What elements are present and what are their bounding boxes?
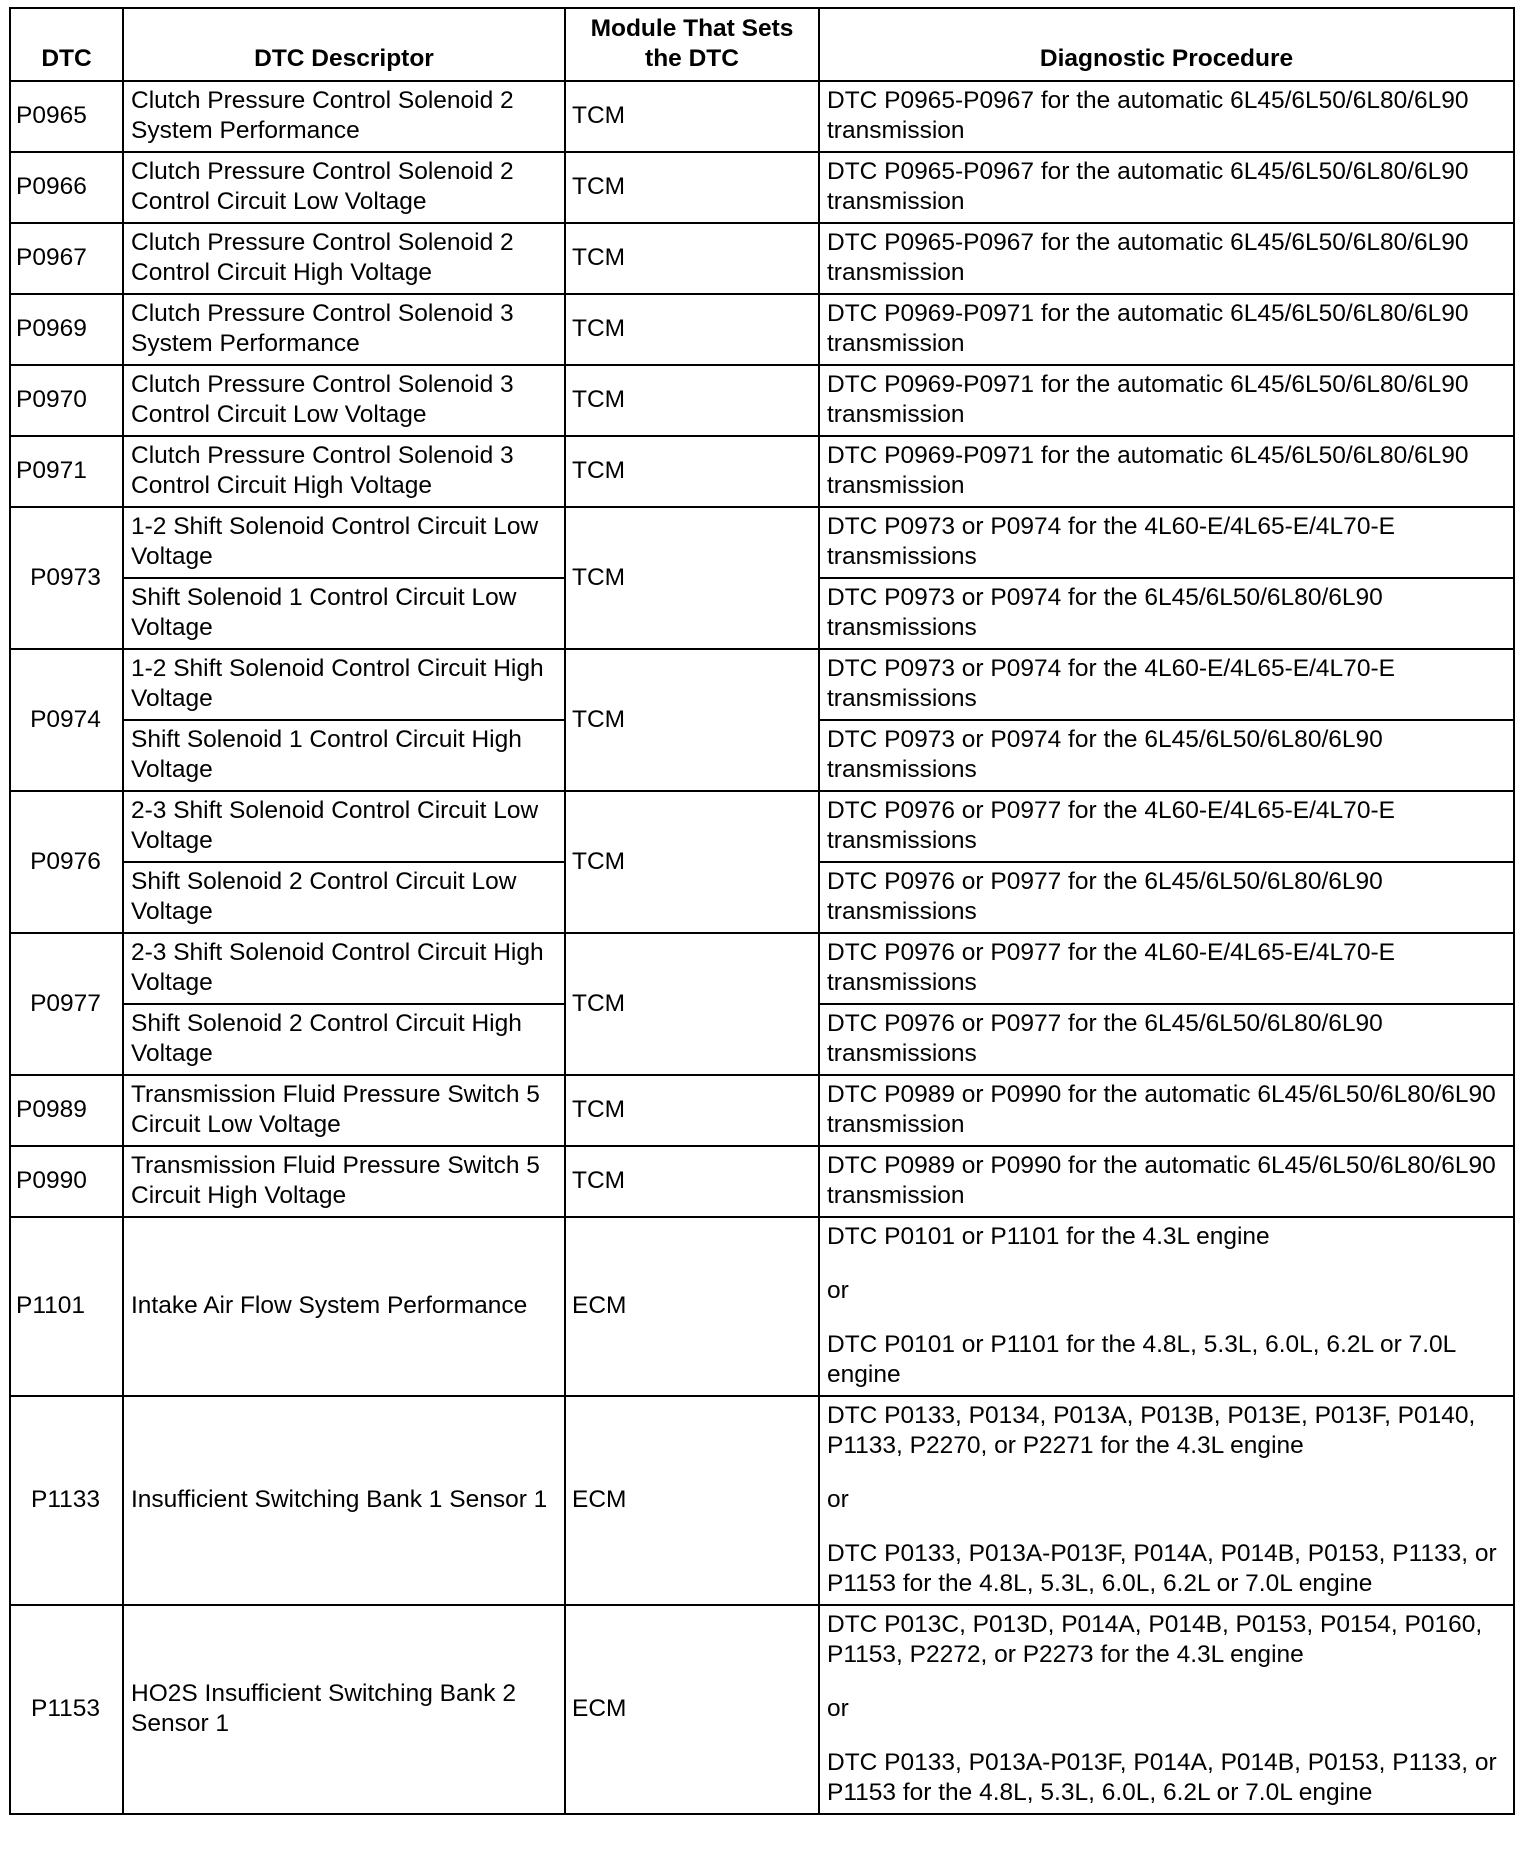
header-procedure: Diagnostic Procedure xyxy=(819,8,1514,81)
dtc-descriptor: Transmission Fluid Pressure Switch 5 Circuit High Voltage xyxy=(123,1146,565,1217)
dtc-descriptor: Shift Solenoid 2 Control Circuit Low Voltage xyxy=(123,862,565,933)
table-row xyxy=(10,152,1514,223)
module: TCM xyxy=(565,649,819,791)
diagnostic-procedure: DTC P0965-P0967 for the automatic 6L45/6L50/6L80/6L90 transmission xyxy=(819,223,1514,294)
spacer xyxy=(827,1670,1506,1694)
diagnostic-procedure: DTC P0973 or P0974 for the 4L60-E/4L65-E/4L70-E transmissions xyxy=(819,649,1514,720)
diagnostic-procedure: DTC P0969-P0971 for the automatic 6L45/6L50/6L80/6L90 transmission xyxy=(819,436,1514,507)
diagnostic-procedure: DTC P0989 or P0990 for the automatic 6L45/6L50/6L80/6L90 transmission xyxy=(819,1146,1514,1217)
procedure-option: DTC P0133, P013A-P013F, P014A, P014B, P0153, P1133, or P1153 for the 4.8L, 5.3L, 6.0L, 6.2L or 7.0L engine xyxy=(827,1540,1497,1597)
dtc-descriptor: HO2S Insufficient Switching Bank 2 Sensor 1 xyxy=(123,1605,565,1814)
dtc-descriptor: Clutch Pressure Control Solenoid 2 System Performance xyxy=(123,81,565,152)
dtc-code: P0976 xyxy=(10,791,123,933)
table-row xyxy=(10,649,1514,720)
dtc-descriptor: Clutch Pressure Control Solenoid 3 Control Circuit Low Voltage xyxy=(123,365,565,436)
dtc-descriptor: 2-3 Shift Solenoid Control Circuit High Voltage xyxy=(123,933,565,1004)
dtc-code: P1153 xyxy=(10,1605,123,1814)
table-row xyxy=(10,791,1514,862)
dtc-descriptor: Clutch Pressure Control Solenoid 2 Control Circuit High Voltage xyxy=(123,223,565,294)
dtc-code: P0977 xyxy=(10,933,123,1075)
dtc-descriptor: Shift Solenoid 2 Control Circuit High Voltage xyxy=(123,1004,565,1075)
diagnostic-procedure xyxy=(819,1396,1514,1605)
header-module: Module That Sets the DTC xyxy=(565,8,819,81)
module: TCM xyxy=(565,933,819,1075)
header-descriptor: DTC Descriptor xyxy=(123,8,565,81)
dtc-descriptor: 2-3 Shift Solenoid Control Circuit Low Voltage xyxy=(123,791,565,862)
or-separator: or xyxy=(827,1277,849,1304)
dtc-descriptor: Transmission Fluid Pressure Switch 5 Circuit Low Voltage xyxy=(123,1075,565,1146)
diagnostic-procedure: DTC P0969-P0971 for the automatic 6L45/6L50/6L80/6L90 transmission xyxy=(819,294,1514,365)
dtc-code: P0974 xyxy=(10,649,123,791)
diagnostic-procedure: DTC P0976 or P0977 for the 6L45/6L50/6L80/6L90 transmissions xyxy=(819,862,1514,933)
table-row xyxy=(10,1217,1514,1396)
dtc-code: P0989 xyxy=(10,1075,123,1146)
dtc-code: P0965 xyxy=(10,81,123,152)
table-row xyxy=(10,1605,1514,1814)
dtc-code: P1133 xyxy=(10,1396,123,1605)
or-separator: or xyxy=(827,1486,849,1513)
module: ECM xyxy=(565,1605,819,1814)
dtc-descriptor: Insufficient Switching Bank 1 Sensor 1 xyxy=(123,1396,565,1605)
spacer xyxy=(827,1724,1506,1748)
spacer xyxy=(827,1515,1506,1539)
or-separator: or xyxy=(827,1695,849,1722)
dtc-descriptor: Clutch Pressure Control Solenoid 2 Control Circuit Low Voltage xyxy=(123,152,565,223)
diagnostic-procedure: DTC P0965-P0967 for the automatic 6L45/6L50/6L80/6L90 transmission xyxy=(819,152,1514,223)
module: TCM xyxy=(565,507,819,649)
diagnostic-procedure: DTC P0976 or P0977 for the 4L60-E/4L65-E/4L70-E transmissions xyxy=(819,933,1514,1004)
table-row xyxy=(10,507,1514,578)
dtc-code: P0973 xyxy=(10,507,123,649)
diagnostic-procedure: DTC P0973 or P0974 for the 6L45/6L50/6L80/6L90 transmissions xyxy=(819,720,1514,791)
procedure-option: DTC P013C, P013D, P014A, P014B, P0153, P0154, P0160, P1153, P2272, or P2273 for the 4.3L engine xyxy=(827,1611,1483,1668)
dtc-descriptor: Clutch Pressure Control Solenoid 3 System Performance xyxy=(123,294,565,365)
module: TCM xyxy=(565,791,819,933)
module: TCM xyxy=(565,1075,819,1146)
diagnostic-procedure: DTC P0976 or P0977 for the 6L45/6L50/6L80/6L90 transmissions xyxy=(819,1004,1514,1075)
diagnostic-procedure: DTC P0969-P0971 for the automatic 6L45/6L50/6L80/6L90 transmission xyxy=(819,365,1514,436)
table-row xyxy=(10,1075,1514,1146)
header-dtc: DTC xyxy=(10,8,123,81)
diagnostic-procedure: DTC P0965-P0967 for the automatic 6L45/6L50/6L80/6L90 transmission xyxy=(819,81,1514,152)
dtc-code: P0966 xyxy=(10,152,123,223)
table-row xyxy=(10,223,1514,294)
spacer xyxy=(827,1461,1506,1485)
diagnostic-procedure xyxy=(819,1605,1514,1814)
dtc-code: P0969 xyxy=(10,294,123,365)
procedure-option: DTC P0133, P013A-P013F, P014A, P014B, P0153, P1133, or P1153 for the 4.8L, 5.3L, 6.0L, 6.2L or 7.0L engine xyxy=(827,1749,1497,1806)
spacer xyxy=(827,1252,1506,1276)
diagnostic-procedure: DTC P0976 or P0977 for the 4L60-E/4L65-E/4L70-E transmissions xyxy=(819,791,1514,862)
table-row xyxy=(10,436,1514,507)
table-row xyxy=(10,933,1514,1004)
module: ECM xyxy=(565,1217,819,1396)
module: TCM xyxy=(565,365,819,436)
table-row xyxy=(10,1396,1514,1605)
module: TCM xyxy=(565,1146,819,1217)
dtc-descriptor: Shift Solenoid 1 Control Circuit High Voltage xyxy=(123,720,565,791)
module: ECM xyxy=(565,1396,819,1605)
dtc-descriptor: 1-2 Shift Solenoid Control Circuit High Voltage xyxy=(123,649,565,720)
diagnostic-procedure: DTC P0973 or P0974 for the 6L45/6L50/6L80/6L90 transmissions xyxy=(819,578,1514,649)
diagnostic-procedure xyxy=(819,1217,1514,1396)
diagnostic-procedure: DTC P0989 or P0990 for the automatic 6L45/6L50/6L80/6L90 transmission xyxy=(819,1075,1514,1146)
dtc-code: P0967 xyxy=(10,223,123,294)
table-row xyxy=(10,365,1514,436)
procedure-option: DTC P0101 or P1101 for the 4.3L engine xyxy=(827,1223,1270,1250)
dtc-code: P1101 xyxy=(10,1217,123,1396)
dtc-descriptor: Intake Air Flow System Performance xyxy=(123,1217,565,1396)
dtc-descriptor: 1-2 Shift Solenoid Control Circuit Low Voltage xyxy=(123,507,565,578)
table-row xyxy=(10,294,1514,365)
procedure-option: DTC P0133, P0134, P013A, P013B, P013E, P013F, P0140, P1133, P2270, or P2271 for the 4.3L engine xyxy=(827,1402,1476,1459)
table-row xyxy=(10,81,1514,152)
dtc-code: P0970 xyxy=(10,365,123,436)
module: TCM xyxy=(565,223,819,294)
dtc-descriptor: Clutch Pressure Control Solenoid 3 Control Circuit High Voltage xyxy=(123,436,565,507)
header-row xyxy=(10,8,1514,81)
dtc-code: P0990 xyxy=(10,1146,123,1217)
table-row xyxy=(10,1146,1514,1217)
module: TCM xyxy=(565,436,819,507)
module: TCM xyxy=(565,81,819,152)
procedure-option: DTC P0101 or P1101 for the 4.8L, 5.3L, 6.0L, 6.2L or 7.0L engine xyxy=(827,1331,1456,1388)
dtc-descriptor: Shift Solenoid 1 Control Circuit Low Voltage xyxy=(123,578,565,649)
dtc-code: P0971 xyxy=(10,436,123,507)
spacer xyxy=(827,1306,1506,1330)
dtc-table xyxy=(9,7,1515,1815)
module: TCM xyxy=(565,152,819,223)
diagnostic-procedure: DTC P0973 or P0974 for the 4L60-E/4L65-E/4L70-E transmissions xyxy=(819,507,1514,578)
module: TCM xyxy=(565,294,819,365)
dtc-table-container xyxy=(9,7,1515,1815)
